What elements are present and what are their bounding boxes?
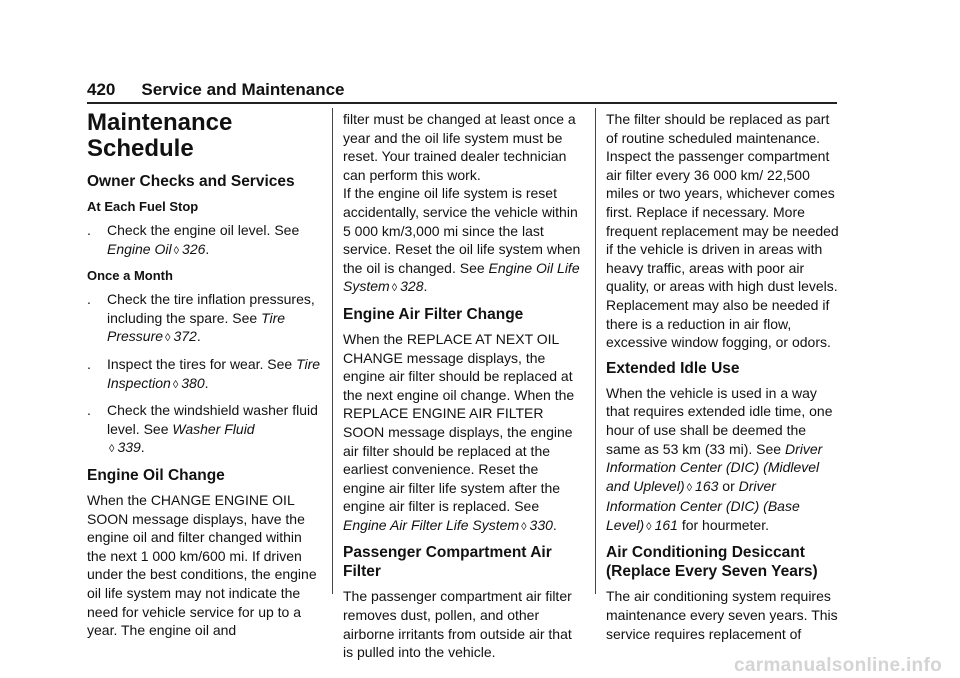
section-title: Service and Maintenance bbox=[141, 80, 345, 99]
paragraph-oil-cont: filter must be changed at least once a year and the oil life system must be reset. Your trained dealer technician can perform this work. bbox=[343, 111, 576, 183]
page-title: Maintenance Schedule bbox=[87, 109, 233, 162]
heading-air-filter: Engine Air Filter Change bbox=[343, 305, 524, 323]
link-dic-base[interactable]: Driver Information Center (DIC) (Base Level) bbox=[606, 477, 800, 533]
paragraph-ac-desiccant: The air conditioning system requires maintenance every seven years. This service requires replacement of bbox=[606, 588, 838, 642]
list-item: . Check the engine oil level. See Engine Oil ◊ 326. bbox=[87, 222, 300, 257]
heading-ac-desiccant: Air Conditioning Desiccant (Replace Every Seven Years) bbox=[606, 544, 818, 581]
page-ref-icon: ◊ bbox=[165, 332, 171, 345]
page-ref-icon: ◊ bbox=[172, 378, 179, 391]
link-air-filter-life[interactable]: Engine Air Filter Life System bbox=[343, 516, 520, 533]
header-rule bbox=[87, 102, 837, 104]
paragraph-passenger-cont: The filter should be replaced as part of routine scheduled maintenance. Inspect the passenger compartment air filter every 36 000 km/ 22,500 miles or two years, whichever comes first. Replace if necessary. More frequent replacement may be needed if the vehicle is driven in areas with heavy traffic, areas with poor air quality, or areas with high dust levels. Replacement may also be needed if there is a reduction in air flow, excessive window fogging, or odors. bbox=[606, 111, 839, 351]
link-tire-inspection[interactable]: Tire Inspection bbox=[107, 355, 321, 391]
heading-extended-idle: Extended Idle Use bbox=[606, 359, 740, 377]
heading-passenger-filter: Passenger Compartment Air Filter bbox=[343, 544, 552, 581]
bullet: . bbox=[87, 291, 91, 308]
link-engine-oil[interactable]: Engine Oil bbox=[107, 240, 172, 257]
paragraph-extended-idle: When the vehicle is used in a way that requires extended idle time, one hour of use shall be deemed the same as 53 km (33 mi). See Driver Information Center (DIC) (Midlevel and Uplevel) ◊ 163 or Driver Information Center (DIC) (Base Level) ◊ 161 for hourmeter. bbox=[606, 384, 833, 533]
paragraph-air-filter: When the REPLACE AT NEXT OIL CHANGE message displays, the engine air filter should be replaced at the next engine oil change. When the REPLACE ENGINE AIR FILTER SOON message displays, the engine air filter should be replaced at the earliest convenience. Reset the engine air filter life system after the engine air filter is replaced. See Engine Air Filter Life System ◊ 330. bbox=[343, 330, 575, 533]
bullet: . bbox=[87, 355, 91, 372]
watermark: carmanualsonline.info bbox=[734, 655, 942, 676]
heading-engine-oil-change: Engine Oil Change bbox=[87, 466, 225, 484]
list-item: . Check the tire inflation pressures, including the spare. See Tire Pressure ◊ 372. bbox=[87, 291, 315, 345]
link-tire-pressure[interactable]: Tire Pressure bbox=[107, 309, 286, 345]
page-number: 420 bbox=[87, 80, 116, 99]
paragraph-passenger-filter: The passenger compartment air filter removes dust, pollen, and other airborne irritants from outside air that is pulled into the vehicle. bbox=[343, 588, 572, 661]
paragraph-oil-change: When the CHANGE ENGINE OIL SOON message displays, have the engine oil and filter changed within the next 1 000 km/600 mi. If driven under the best conditions, the engine oil life system may not indicate the need for vehicle service for up to a year. The engine oil and bbox=[87, 491, 317, 639]
page-ref-icon: ◊ bbox=[686, 481, 693, 494]
paragraph-oil-reset: If the engine oil life system is reset accidentally, service the vehicle within 5 000 km/3,000 mi since the last service. Reset the oil life system when the oil is changed. See Engine Oil Life System ◊ 328. bbox=[343, 185, 581, 295]
page-ref-icon: ◊ bbox=[521, 520, 527, 533]
list-item: . Check the windshield washer fluid level. See Washer Fluid ◊ 339. bbox=[87, 402, 318, 456]
bullet: . bbox=[87, 402, 91, 419]
link-dic-midlevel[interactable]: Driver Information Center (DIC) (Midlevel and Uplevel) bbox=[606, 440, 823, 494]
heading-owner-checks: Owner Checks and Services bbox=[87, 173, 295, 190]
column-1 bbox=[87, 110, 322, 646]
link-oil-life-system[interactable]: Engine Oil Life System bbox=[343, 259, 580, 295]
column-divider-2 bbox=[595, 108, 596, 594]
list-item: . Inspect the tires for wear. See Tire Inspection ◊ 380. bbox=[87, 355, 321, 391]
heading-fuel-stop: At Each Fuel Stop bbox=[87, 199, 199, 214]
column-3 bbox=[606, 110, 841, 649]
link-washer-fluid[interactable]: Washer Fluid bbox=[172, 420, 255, 437]
page-ref-icon: ◊ bbox=[391, 282, 398, 295]
heading-once-a-month: Once a Month bbox=[87, 268, 173, 284]
page-ref-icon: ◊ bbox=[173, 244, 180, 257]
column-2 bbox=[343, 110, 583, 668]
page-header bbox=[87, 80, 837, 100]
bullet: . bbox=[87, 222, 91, 238]
column-divider-1 bbox=[332, 108, 333, 594]
page-ref-icon: ◊ bbox=[109, 443, 115, 456]
page-ref-icon: ◊ bbox=[646, 520, 652, 533]
